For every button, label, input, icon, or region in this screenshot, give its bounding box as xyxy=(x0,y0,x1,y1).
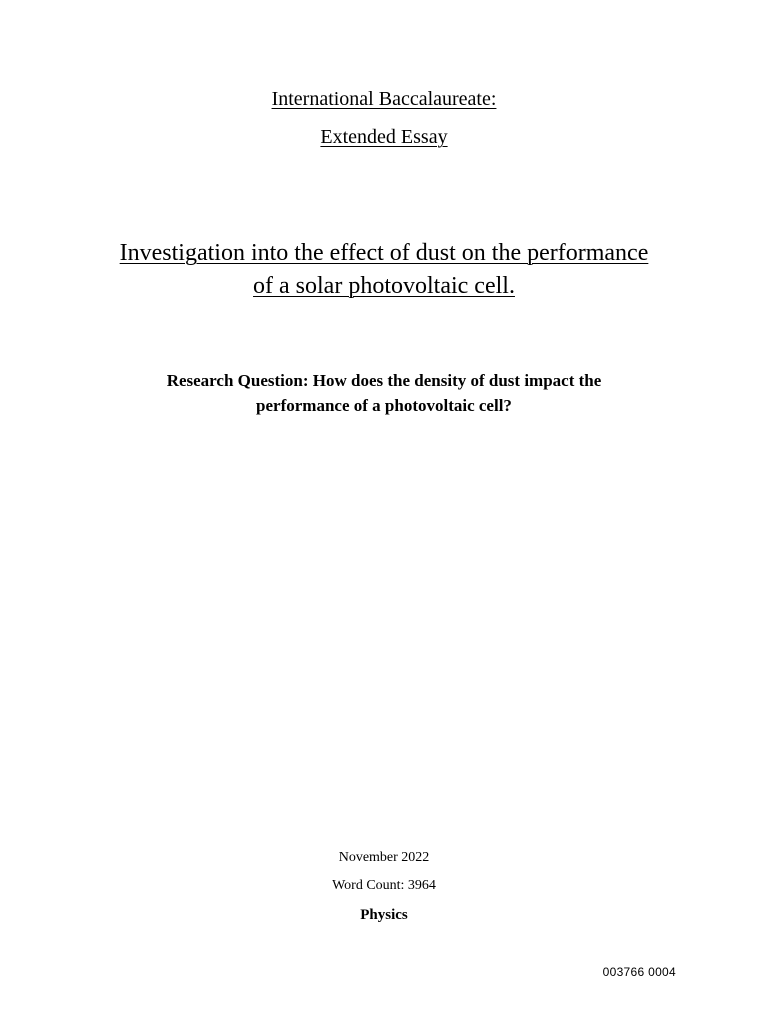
essay-type-text: Extended Essay xyxy=(320,126,448,148)
program-heading-text: International Baccalaureate: xyxy=(271,88,497,110)
research-question-line-2: performance of a photovoltaic cell? xyxy=(256,396,512,415)
research-question-line-1: Research Question: How does the density of dust impact the xyxy=(166,371,602,390)
essay-title-line-1 xyxy=(0,240,768,267)
candidate-code: 003766 0004 xyxy=(602,965,676,979)
essay-title-line-2 xyxy=(0,273,768,300)
essay-type-heading xyxy=(0,126,768,149)
subject: Physics xyxy=(360,907,408,923)
submission-date: November 2022 xyxy=(338,850,430,865)
essay-title-text-1: Investigation into the effect of dust on the performance xyxy=(119,240,649,266)
essay-title-text-2: of a solar photovoltaic cell. xyxy=(253,273,515,299)
program-heading xyxy=(0,88,768,111)
word-count: Word Count: 3964 xyxy=(332,878,436,893)
